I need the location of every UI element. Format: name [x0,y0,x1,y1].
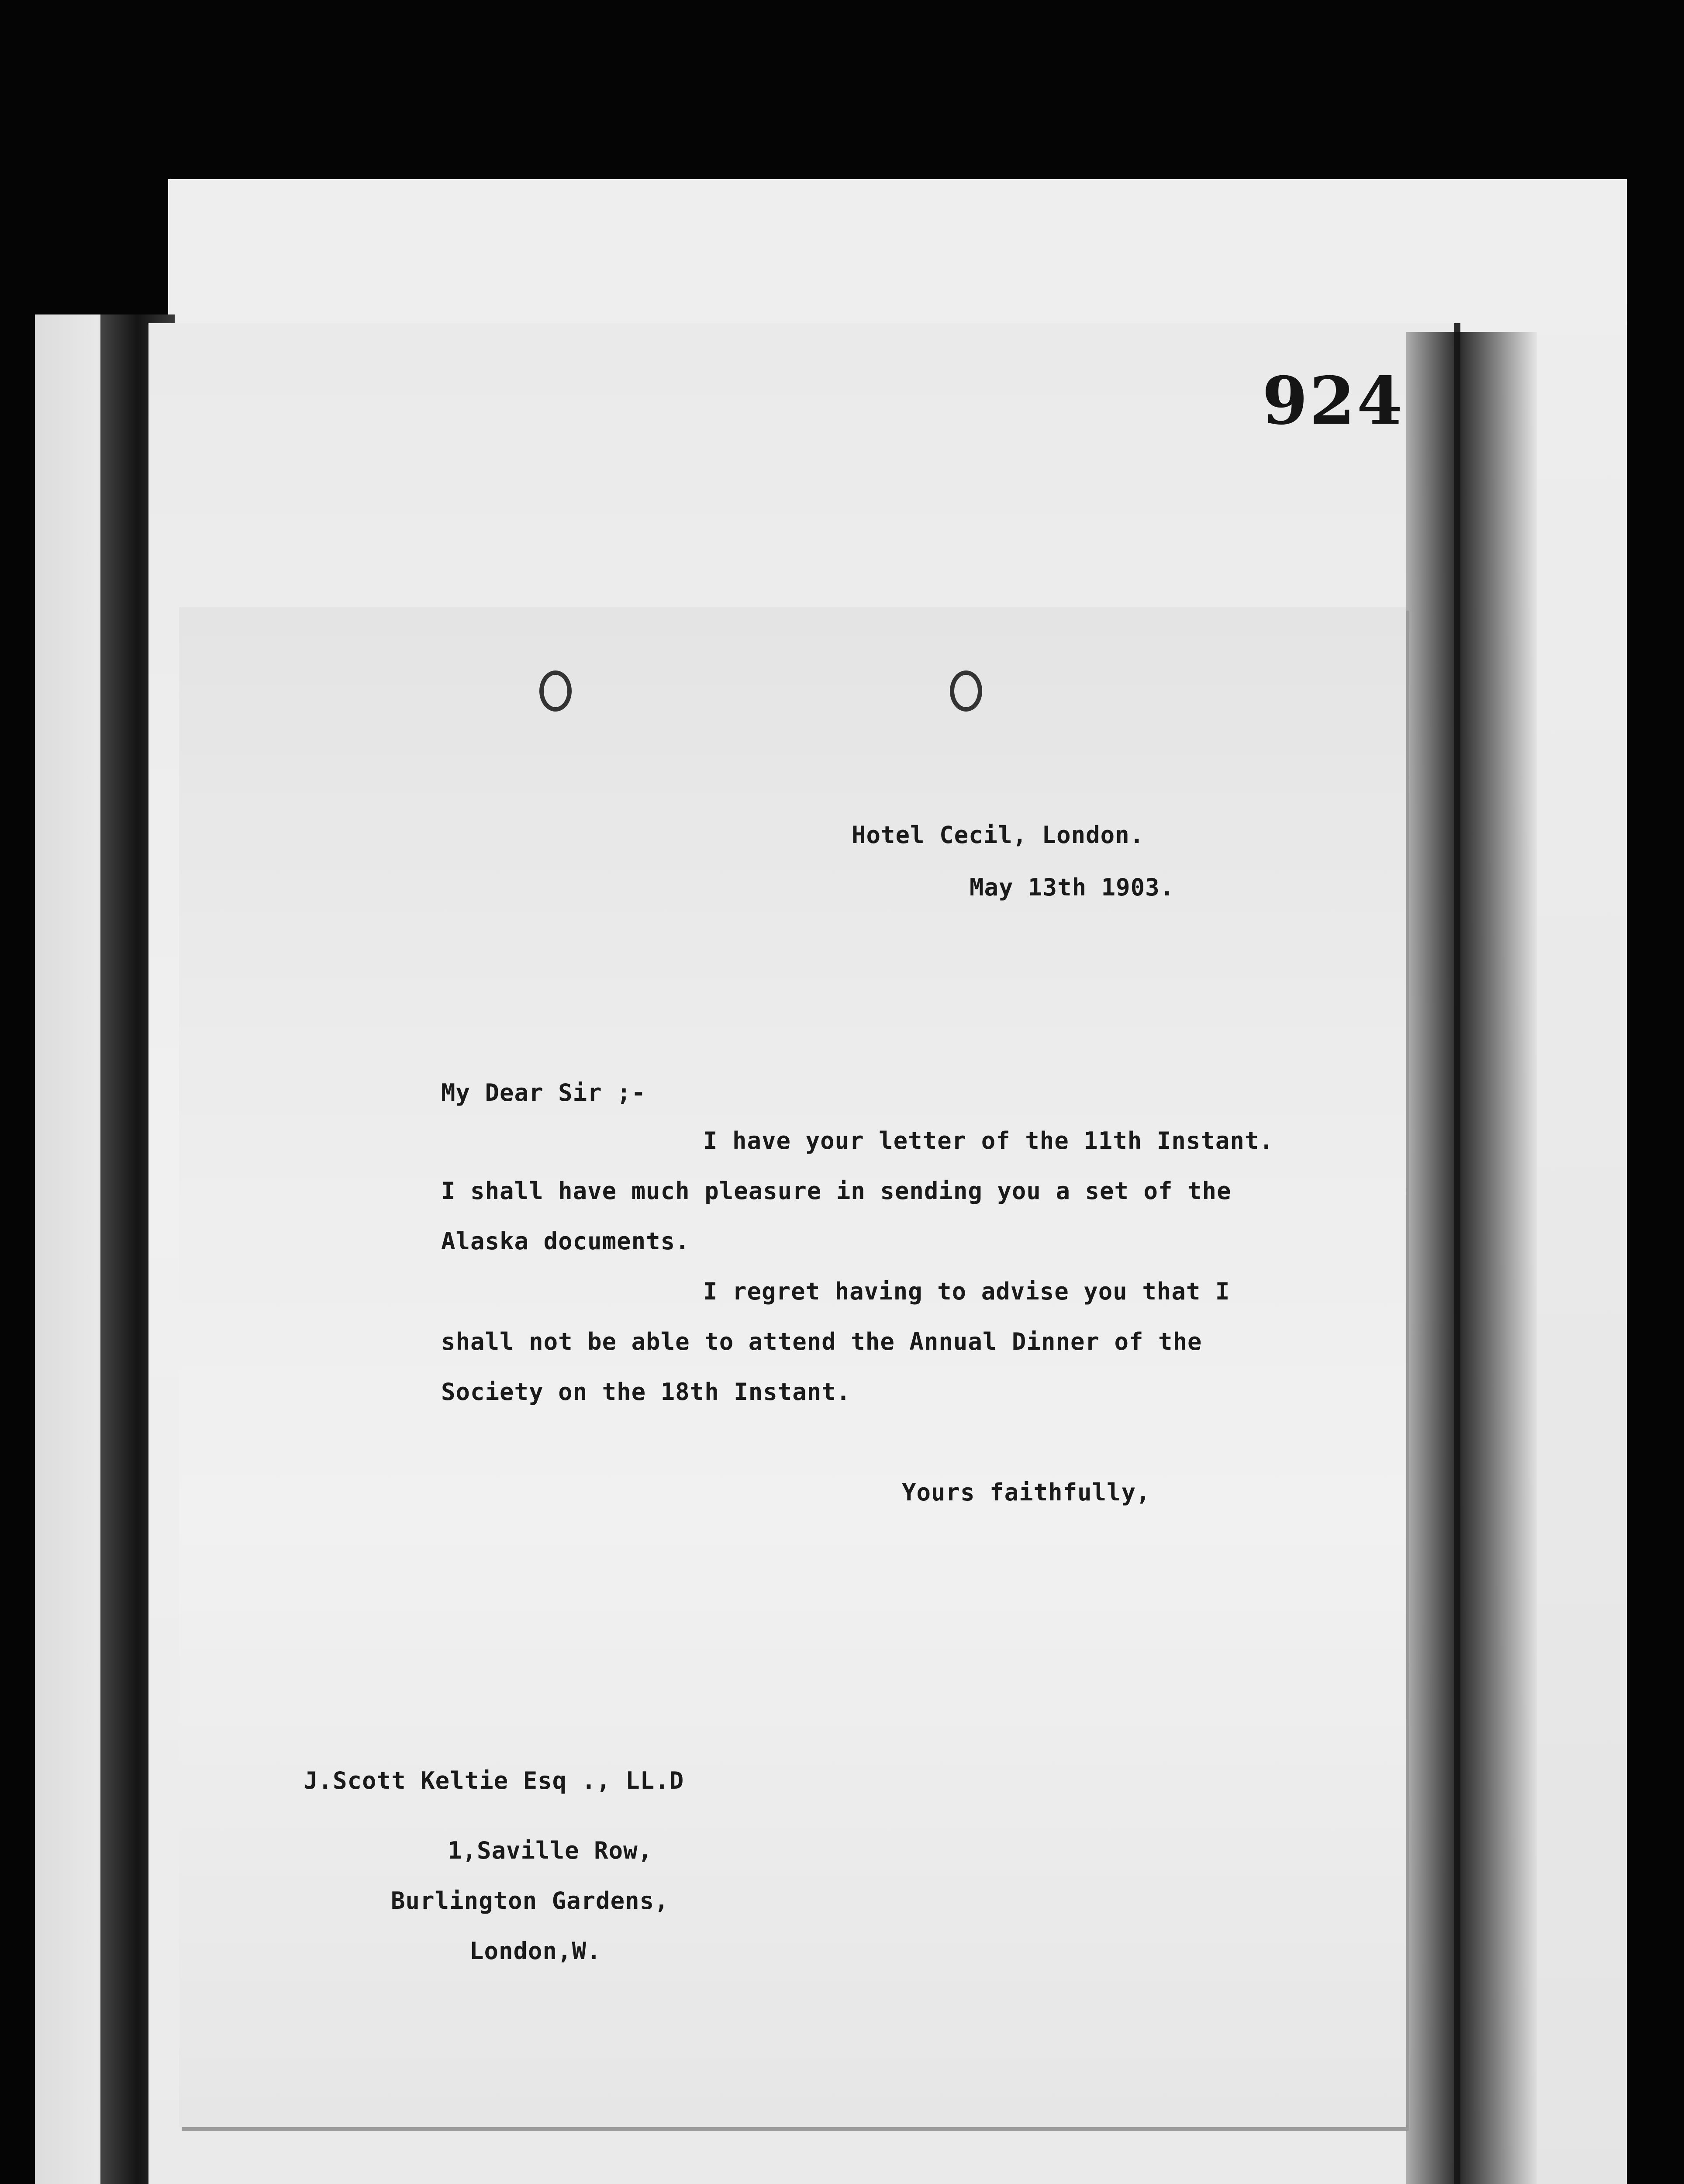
date-line: May 13th 1903. [970,874,1175,901]
recipient-area: Burlington Gardens, [391,1887,669,1914]
page-number: 924 [1262,363,1404,439]
body-line-2: I shall have much pleasure in sending you a set of the [441,1177,1232,1205]
body-line-4: I regret having to advise you that I [703,1278,1230,1305]
closing: Yours faithfully, [902,1479,1151,1506]
body-line-5: shall not be able to attend the Annual Dinner of the [441,1328,1202,1355]
body-line-3: Alaska documents. [441,1227,690,1255]
recipient-street: 1,Saville Row, [448,1837,653,1864]
punch-hole-right [950,670,982,712]
punch-hole-left [539,670,572,712]
body-line-6: Society on the 18th Instant. [441,1378,851,1406]
recipient-name: J.Scott Keltie Esq ., LL.D [304,1767,684,1794]
salutation: My Dear Sir ;- [441,1079,646,1106]
page-shadow [1406,332,1537,2184]
body-line-1: I have your letter of the 11th Instant. [703,1127,1274,1154]
typed-letter [179,607,1406,2127]
address-line: Hotel Cecil, London. [852,821,1145,849]
recipient-city: London,W. [469,1937,601,1965]
